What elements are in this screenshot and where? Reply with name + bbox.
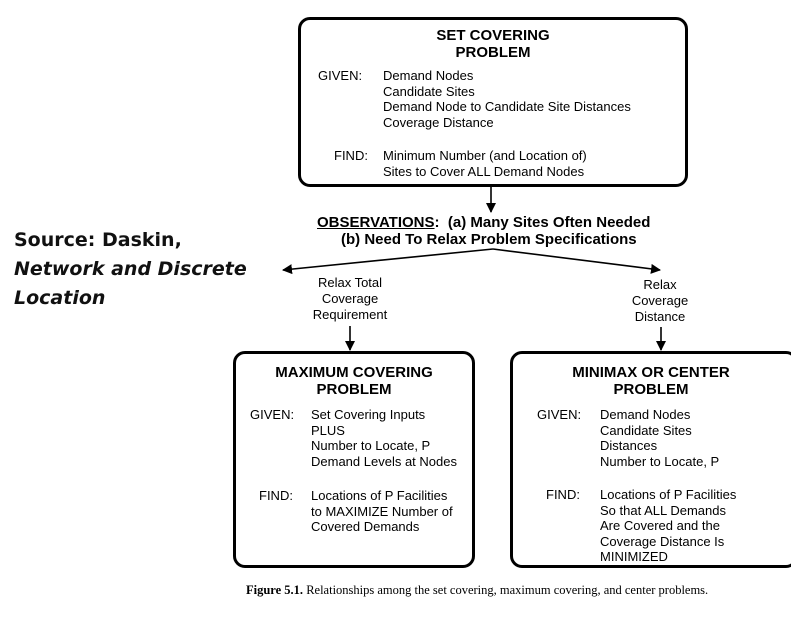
- list-item: Minimum Number (and Location of): [383, 148, 587, 163]
- list-item: Are Covered and the: [600, 518, 720, 533]
- source-prefix: Source: Daskin,: [14, 229, 182, 251]
- observation-a: (a) Many Sites Often Needed: [447, 214, 651, 231]
- center-box: [510, 351, 791, 568]
- arrow-to-relax-coverage: [283, 249, 493, 270]
- list-item: Demand Nodes: [383, 68, 474, 83]
- list-item: Sites to Cover ALL Demand Nodes: [383, 163, 585, 179]
- list-item: PLUS: [311, 422, 345, 438]
- list-item: Candidate Sites: [383, 83, 475, 99]
- relax-distance-label: Relax Coverage Distance: [631, 277, 689, 324]
- list-item: Demand Node to Candidate Site Distances: [383, 99, 631, 114]
- max-covering-box: [233, 351, 475, 568]
- list-item: Demand Levels at Nodes: [311, 453, 457, 469]
- list-item: MINIMIZED: [600, 549, 668, 564]
- arrow-to-relax-distance: [493, 249, 660, 270]
- observations-heading: OBSERVATIONS: [317, 214, 435, 231]
- set-covering-given-list: [383, 68, 631, 130]
- max-covering-find-label: FIND:: [259, 488, 293, 503]
- list-item: Number to Locate, P: [600, 453, 720, 469]
- list-item: Set Covering Inputs: [311, 407, 426, 422]
- list-item: to MAXIMIZE Number of: [311, 503, 453, 519]
- list-item: Candidate Sites: [600, 422, 692, 438]
- center-find-list: [600, 487, 736, 565]
- center-given-list: [600, 407, 719, 469]
- list-item: So that ALL Demands: [600, 502, 726, 518]
- set-covering-find-list: [383, 148, 587, 179]
- set-covering-given-label: GIVEN:: [318, 68, 363, 83]
- figure-caption: [246, 583, 708, 598]
- list-item: Locations of P Facilities: [311, 488, 448, 503]
- max-covering-given-list: [311, 407, 457, 469]
- set-covering-title: SET COVERING PROBLEM: [436, 27, 550, 61]
- list-item: Coverage Distance: [383, 114, 494, 130]
- list-item: Locations of P Facilities: [600, 487, 737, 502]
- list-item: Demand Nodes: [600, 407, 691, 422]
- source-book-line1: Network and Discrete: [14, 258, 247, 280]
- center-given-label: GIVEN:: [537, 407, 582, 422]
- observations-line-a: OBSERVATIONS: (a) Many Sites Often Needed: [317, 214, 651, 231]
- max-covering-given-label: GIVEN:: [250, 407, 295, 422]
- list-item: Coverage Distance Is: [600, 533, 725, 549]
- max-covering-find-list: [311, 488, 453, 535]
- observation-b: (b) Need To Relax Problem Specifications: [341, 231, 637, 248]
- list-item: Covered Demands: [311, 519, 420, 534]
- source-book-line2: Location: [14, 287, 106, 309]
- set-covering-find-label: FIND:: [334, 148, 368, 163]
- list-item: Number to Locate, P: [311, 438, 431, 453]
- max-covering-title: MAXIMUM COVERING PROBLEM: [275, 364, 433, 398]
- figure-caption-text: Relationships among the set covering, maximum covering, and center problems.: [306, 583, 709, 597]
- relax-coverage-label: Relax Total Coverage Requirement: [312, 275, 388, 322]
- set-covering-box: [298, 17, 688, 187]
- list-item: Distances: [600, 438, 658, 453]
- center-find-label: FIND:: [546, 487, 580, 502]
- center-title: MINIMAX OR CENTER PROBLEM: [572, 364, 730, 398]
- figure-caption-label: Figure 5.1.: [246, 583, 304, 597]
